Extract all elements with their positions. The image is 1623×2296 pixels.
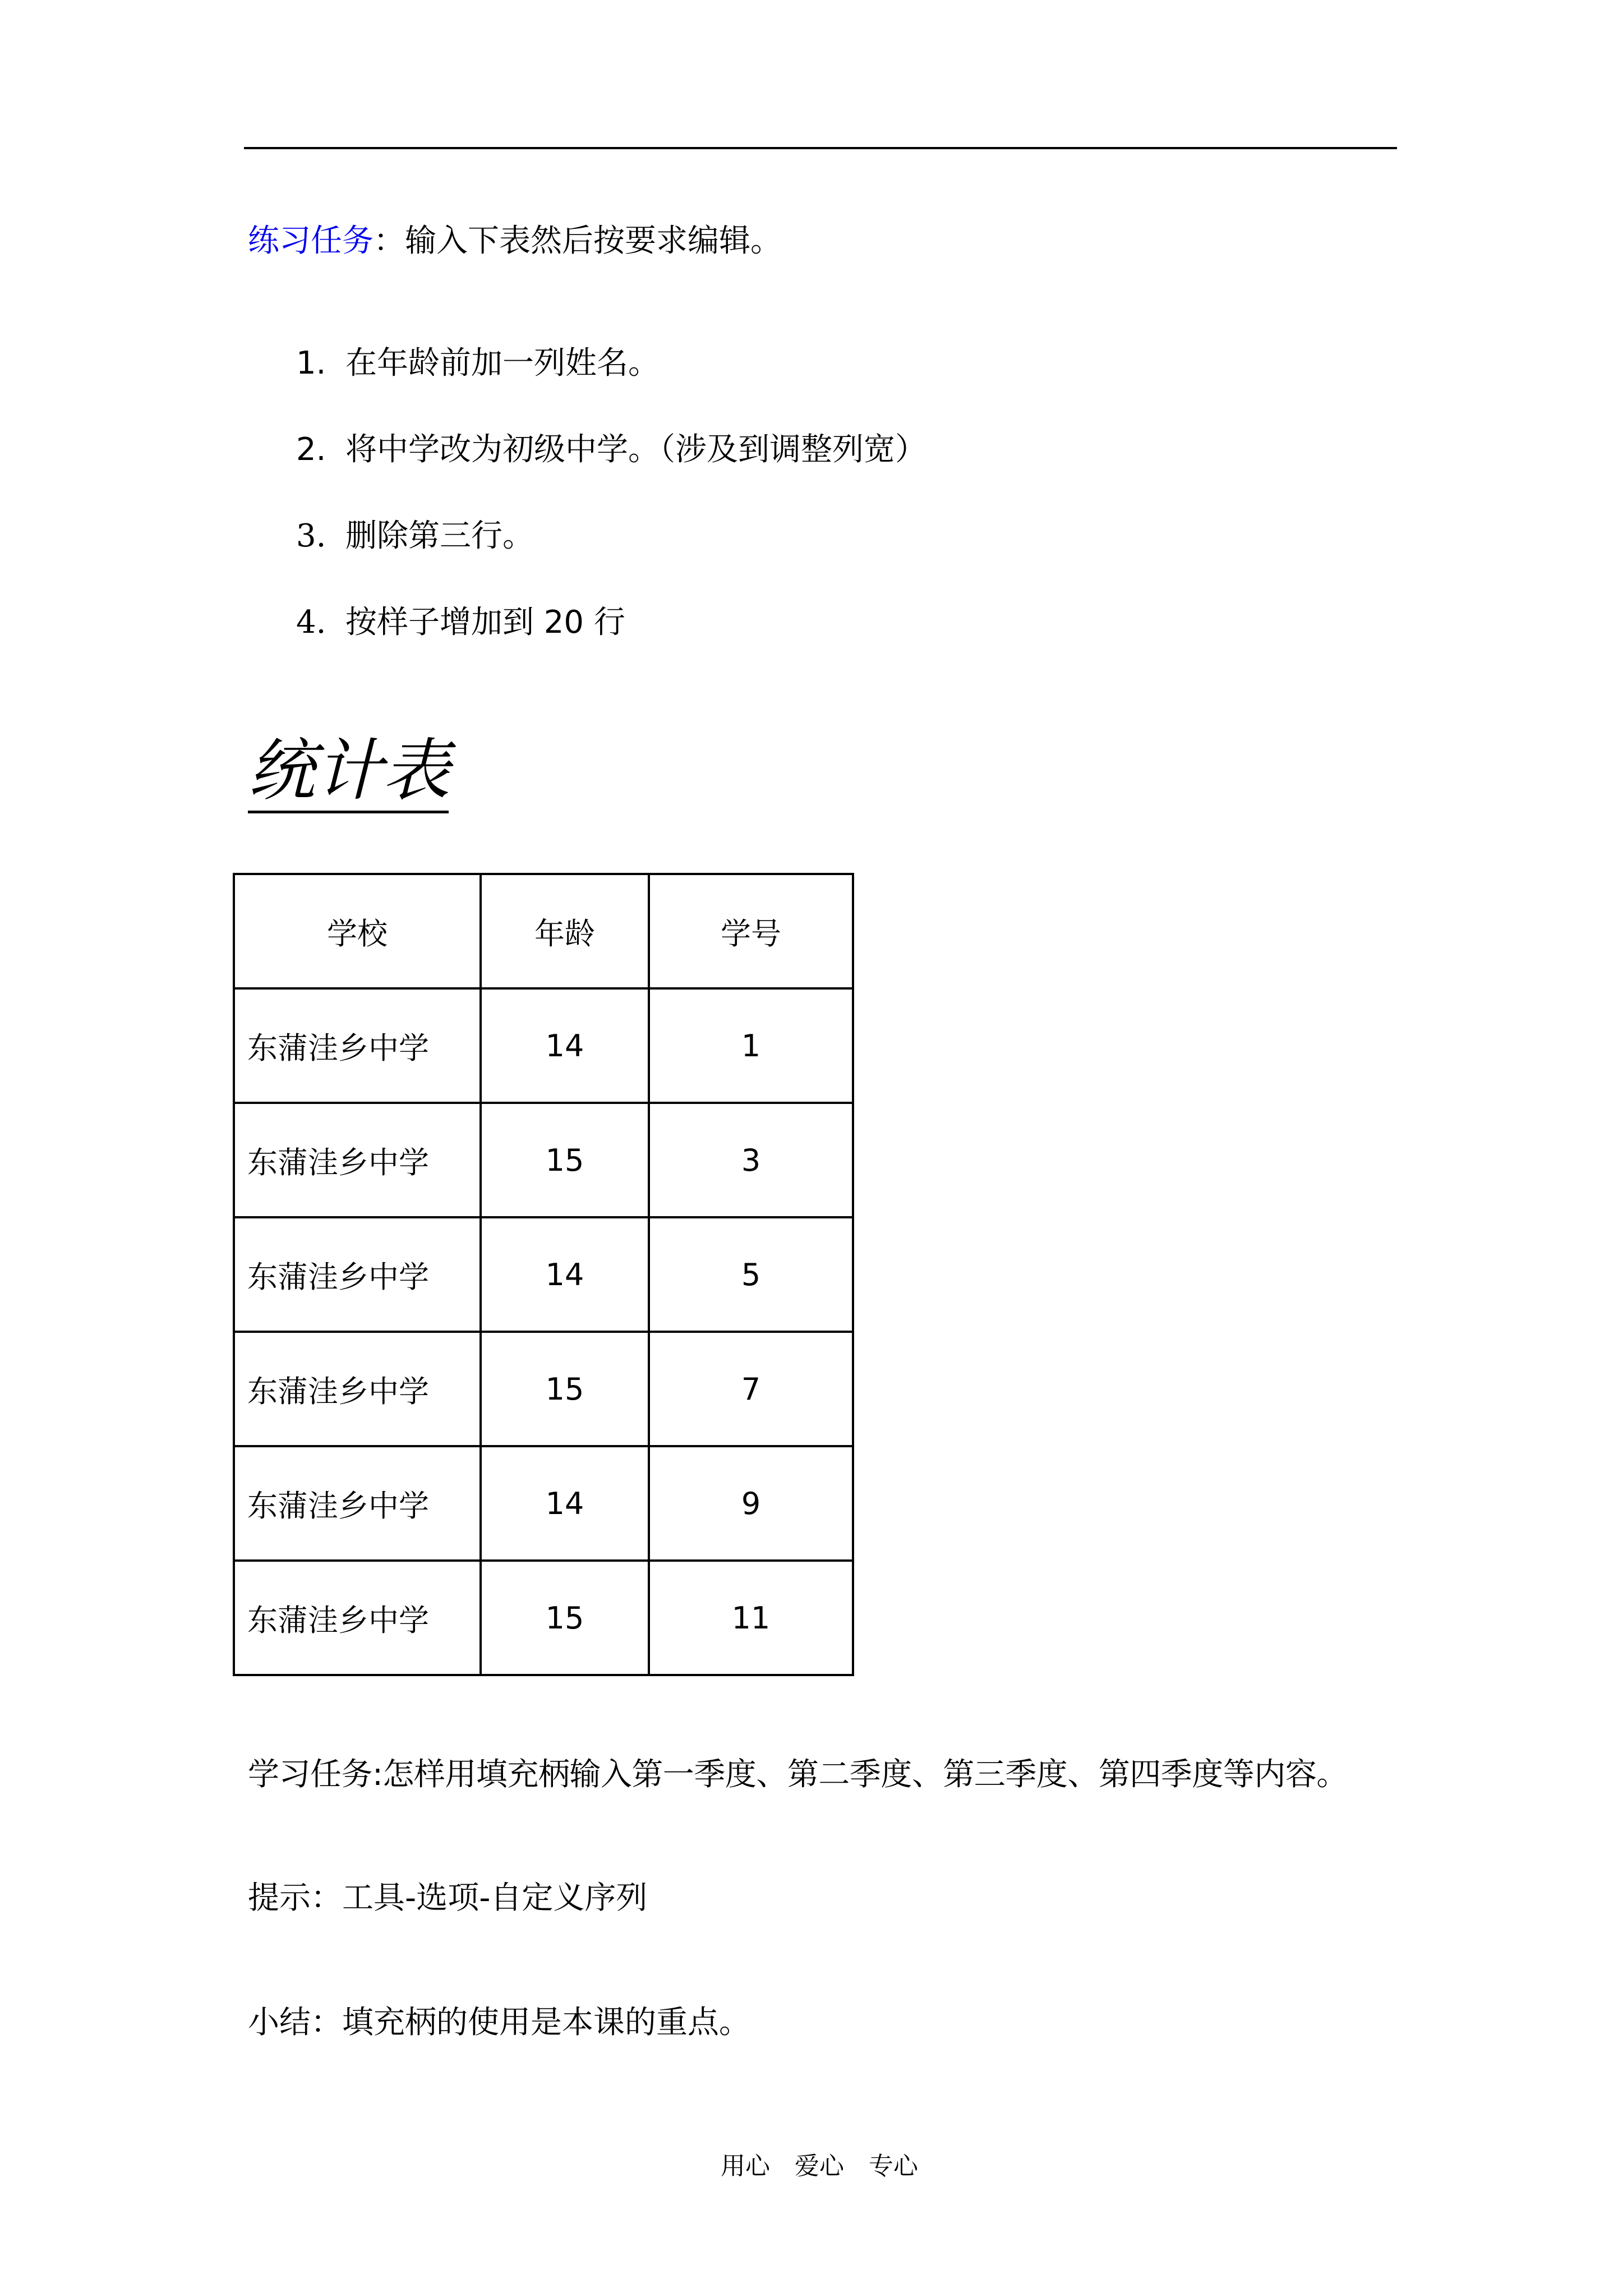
table-row: [234, 1103, 853, 1217]
cell-age: 14: [481, 1446, 649, 1561]
header-school: 学校: [234, 874, 481, 988]
cell-student-id: 11: [649, 1561, 853, 1675]
table-row: [234, 1446, 853, 1561]
requirement-number: 1.: [296, 345, 326, 381]
table-row: [234, 988, 853, 1103]
cell-school: 东蒲洼乡中学: [234, 1217, 481, 1332]
requirement-number: 2.: [296, 431, 326, 468]
cell-school: 东蒲洼乡中学: [234, 988, 481, 1103]
cell-age: 14: [481, 988, 649, 1103]
cell-age: 14: [481, 1217, 649, 1332]
hint-line: 提示：工具-选项-自定义序列: [248, 1880, 648, 1916]
section-title: 统计表: [248, 732, 450, 810]
practice-task-line: [248, 221, 782, 261]
cell-age: 15: [481, 1332, 649, 1446]
requirement-item-2: [296, 430, 926, 470]
header-student-id: 学号: [649, 874, 853, 988]
cell-student-id: 9: [649, 1446, 853, 1561]
summary-line: 小结：填充柄的使用是本课的重点。: [248, 2004, 750, 2041]
header-rule: [244, 147, 1397, 149]
requirement-item-4: [296, 602, 625, 643]
requirement-text: 将中学改为初级中学。（涉及到调整列宽）: [345, 431, 926, 468]
cell-student-id: 7: [649, 1332, 853, 1446]
learning-task-line: 学习任务:怎样用填充柄输入第一季度、第二季度、第三季度、第四季度等内容。: [248, 1756, 1348, 1793]
cell-age: 15: [481, 1561, 649, 1675]
cell-student-id: 5: [649, 1217, 853, 1332]
requirement-number: 4.: [296, 604, 326, 641]
table-row: [234, 1332, 853, 1446]
requirement-text: 删除第三行。: [345, 518, 534, 554]
requirement-number: 3.: [296, 518, 326, 554]
requirement-item-3: [296, 516, 534, 556]
cell-age: 15: [481, 1103, 649, 1217]
title-underline: [248, 811, 449, 813]
table-header-row: [234, 874, 853, 988]
cell-school: 东蒲洼乡中学: [234, 1446, 481, 1561]
requirement-item-1: [296, 343, 660, 384]
table-row: [234, 1217, 853, 1332]
cell-school: 东蒲洼乡中学: [234, 1561, 481, 1675]
statistics-table: [233, 873, 854, 1676]
page-footer: 用心 爱心 专心: [721, 2152, 918, 2180]
practice-task-text: ：输入下表然后按要求编辑。: [374, 223, 782, 259]
requirement-text: 按样子增加到 20 行: [345, 604, 625, 641]
cell-school: 东蒲洼乡中学: [234, 1103, 481, 1217]
practice-task-label: 练习任务: [248, 223, 374, 259]
table-row: [234, 1561, 853, 1675]
cell-student-id: 1: [649, 988, 853, 1103]
cell-student-id: 3: [649, 1103, 853, 1217]
cell-school: 东蒲洼乡中学: [234, 1332, 481, 1446]
requirement-text: 在年龄前加一列姓名。: [345, 345, 660, 381]
header-age: 年龄: [481, 874, 649, 988]
